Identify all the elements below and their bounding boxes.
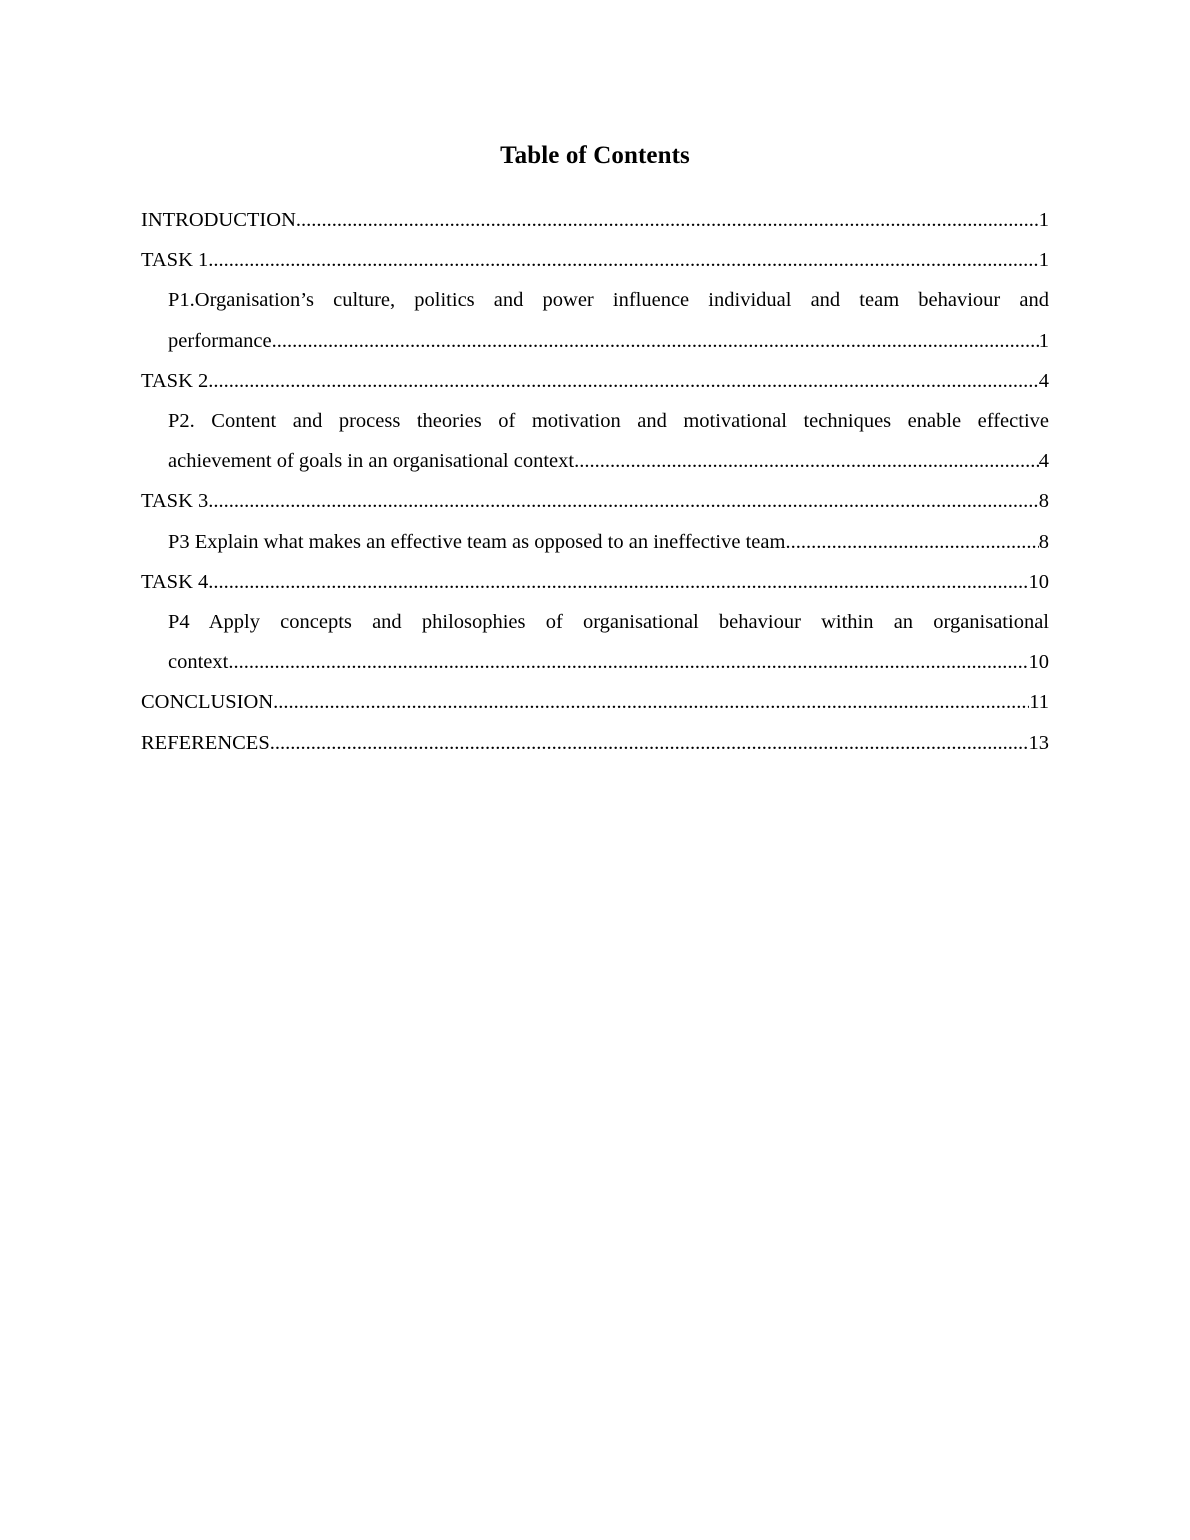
dot-leader — [208, 361, 1038, 401]
toc-entry-page: 1 — [1038, 329, 1049, 352]
toc-entry-p1[interactable] — [168, 280, 1049, 360]
toc-entry-page: 4 — [1038, 369, 1049, 392]
toc-entry-task-3[interactable] — [141, 481, 1049, 521]
toc-entry-task-1[interactable] — [141, 240, 1049, 280]
toc-entry-label: TASK 3 — [141, 490, 209, 513]
toc-entry-page: 1 — [1038, 249, 1049, 272]
toc-entry-label: achievement of goals in an organisational context — [168, 450, 575, 473]
toc-entry-label: TASK 2 — [141, 369, 209, 392]
toc-entry-p2[interactable] — [168, 401, 1049, 481]
dot-leader — [208, 562, 1028, 602]
toc-entry-label-line-2 — [168, 321, 1049, 361]
toc-entry-task-4[interactable] — [141, 562, 1049, 602]
toc-entry-page: 13 — [1028, 731, 1049, 754]
toc-entry-label: TASK 4 — [141, 570, 209, 593]
toc-entry-page: 11 — [1029, 691, 1049, 714]
toc-entry-label-line-1: P1.Organisation’s culture, politics and power influence individual and team behaviour and — [168, 289, 1049, 312]
toc-entry-page: 10 — [1028, 651, 1049, 674]
toc-entry-p4[interactable] — [168, 602, 1049, 682]
toc-list — [141, 200, 1049, 763]
dot-leader — [228, 642, 1028, 682]
toc-entry-label: CONCLUSION — [141, 691, 274, 714]
toc-entry-label-line-1: P4 Apply concepts and philosophies of organisational behaviour within an organisational — [168, 611, 1049, 634]
toc-entry-label-line-2 — [168, 642, 1049, 682]
dot-leader — [574, 441, 1039, 481]
dot-leader — [208, 240, 1038, 280]
toc-entry-label: REFERENCES — [141, 731, 270, 754]
dot-leader — [296, 200, 1039, 240]
toc-title: Table of Contents — [500, 142, 690, 169]
toc-entry-p3[interactable] — [168, 522, 1049, 562]
dot-leader — [208, 481, 1038, 521]
toc-entry-page: 4 — [1038, 450, 1049, 473]
toc-entry-label: context — [168, 651, 229, 674]
dot-leader — [785, 522, 1038, 562]
toc-entry-label: P3 Explain what makes an effective team as opposed to an ineffective team — [168, 530, 786, 553]
dot-leader — [272, 321, 1039, 361]
toc-entry-label-line-1: P2. Content and process theories of motivation and motivational techniques enable effective — [168, 410, 1049, 433]
toc-entry-page: 10 — [1028, 570, 1049, 593]
dot-leader — [273, 682, 1029, 722]
document-page — [141, 138, 1049, 763]
toc-entry-page: 8 — [1038, 530, 1049, 553]
toc-entry-label: INTRODUCTION — [141, 209, 296, 231]
toc-entry-label-line-2 — [168, 441, 1049, 481]
toc-entry-introduction[interactable] — [141, 200, 1049, 240]
toc-entry-conclusion[interactable] — [141, 682, 1049, 722]
toc-entry-page: 1 — [1038, 209, 1049, 231]
toc-entry-references[interactable] — [141, 723, 1049, 763]
toc-entry-label: performance — [168, 329, 272, 352]
toc-entry-page: 8 — [1038, 490, 1049, 513]
toc-entry-label: TASK 1 — [141, 249, 209, 272]
toc-entry-task-2[interactable] — [141, 361, 1049, 401]
dot-leader — [270, 723, 1029, 763]
